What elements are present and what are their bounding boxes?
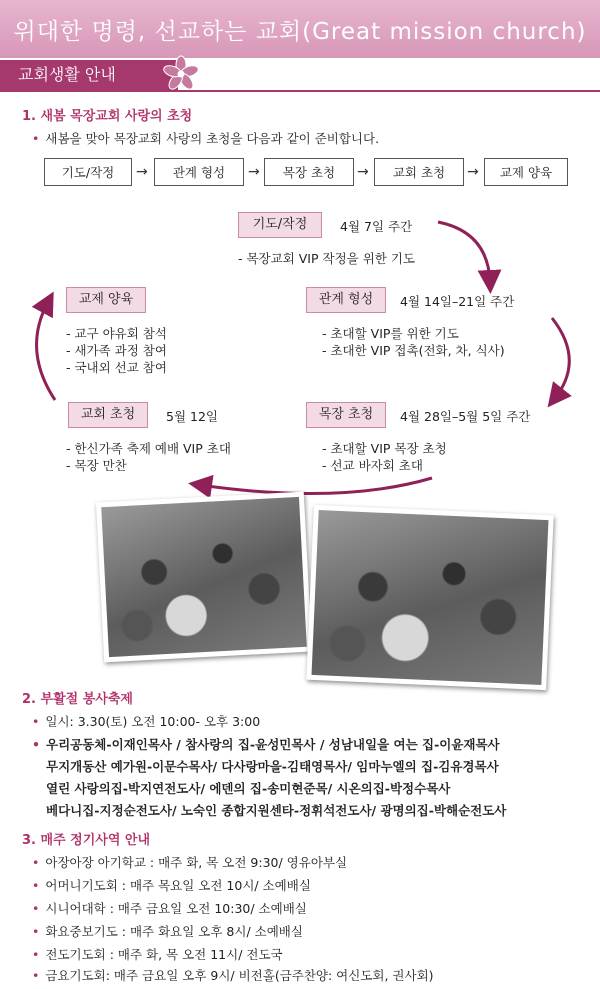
flow-step-1: 기도/작정 — [44, 158, 132, 186]
bullet-dot: • — [32, 968, 40, 983]
section2-line-1-text: 우리공동체-이재인목사 / 참사랑의 집-윤성민목사 / 성남내일을 여는 집-이윤재목사 — [46, 737, 500, 752]
section2-line-3: 열린 사랑의집-박지연전도사/ 에덴의 집-송미현준목/ 시온의집-박정수목사 — [46, 781, 451, 796]
stage-prayer-date: 4월 7일 주간 — [340, 219, 413, 234]
bullet-dot: • — [32, 714, 40, 729]
header-title: 위대한 명령, 선교하는 교회(Great mission church) — [13, 19, 587, 45]
stage-relationship-detail-1: - 초대할 VIP를 위한 기도 — [322, 326, 459, 341]
stage-fellowship-detail-2: - 새가족 과정 참여 — [66, 343, 167, 358]
flow-arrow-1: → — [136, 164, 148, 180]
section2-line-2: 무지개동산 예가원-이문수목사/ 다사랑마을-김태영목사/ 임마누엘의 집-김유경목사 — [46, 759, 499, 774]
section3-item-2-text: 어머니기도회 : 매주 목요일 오전 10시/ 소예배실 — [45, 878, 311, 893]
flow-step-4: 교회 초청 — [374, 158, 464, 186]
stage-relationship-detail-2: - 초대한 VIP 접촉(전화, 차, 식사) — [322, 343, 505, 358]
stage-church-invite-detail-1: - 한신가족 축제 예배 VIP 초대 — [66, 441, 231, 456]
section3-item-5-text: 전도기도회 : 매주 화, 목 오전 11시/ 전도국 — [45, 947, 283, 962]
section1-title: 1. 새봄 목장교회 사랑의 초청 — [22, 109, 193, 124]
cycle-arrow-right — [552, 318, 569, 398]
event-photo-right-image — [312, 510, 549, 685]
bullet-dot: • — [32, 924, 40, 939]
section3-item-3-text: 시니어대학 : 매주 금요일 오전 10:30/ 소예배실 — [45, 901, 307, 916]
bullet-dot: • — [32, 947, 40, 962]
stage-church-invite: 교회 초청 — [68, 402, 148, 428]
section3-item-6-text: 금요기도회: 매주 금요일 오후 9시/ 비전홀(금주찬양: 여신도회, 권사회) — [45, 968, 434, 983]
cycle-arrow-top — [438, 222, 490, 282]
section3-item-6 — [32, 966, 434, 984]
section3-item-2 — [32, 876, 311, 894]
event-photo-left — [96, 492, 312, 663]
stage-fellowship-detail-3: - 국내외 선교 참여 — [66, 360, 167, 375]
section-badge: 교회생활 안내 — [0, 60, 178, 90]
bullet-dot: • — [32, 878, 40, 893]
event-photo-left-image — [101, 497, 307, 657]
stage-church-invite-date: 5월 12일 — [166, 409, 218, 424]
stage-cell-invite-date: 4월 28일–5월 5일 주간 — [400, 409, 531, 424]
stage-cell-invite-detail-2: - 선교 바자회 초대 — [322, 458, 423, 473]
section3-title: 3. 매주 정기사역 안내 — [22, 833, 151, 848]
cycle-arrow-left — [37, 302, 55, 400]
section3-item-4 — [32, 922, 303, 940]
flow-arrow-3: → — [357, 164, 369, 180]
section2-time-text: 일시: 3.30(토) 오전 10:00- 오후 3:00 — [45, 714, 261, 729]
stage-prayer-detail: - 목장교회 VIP 작정을 위한 기도 — [238, 251, 415, 266]
section2-line-4: 베다니집-지정순전도사/ 노숙인 종합지원센타-정휘석전도사/ 광명의집-박해순전도사 — [46, 803, 507, 818]
stage-relationship: 관계 형성 — [306, 287, 386, 313]
bullet-dot: • — [32, 855, 40, 870]
section2-line-1 — [32, 735, 500, 753]
section3-item-3 — [32, 899, 307, 917]
flow-arrow-4: → — [467, 164, 479, 180]
section2-title: 2. 부활절 봉사축제 — [22, 692, 133, 707]
stage-prayer: 기도/작정 — [238, 212, 322, 238]
stage-cell-invite: 목장 초청 — [306, 402, 386, 428]
intro-text: 새봄을 맞아 목장교회 사랑의 초청을 다음과 같이 준비합니다. — [45, 131, 380, 146]
stage-church-invite-detail-2: - 목장 만찬 — [66, 458, 127, 473]
section3-item-4-text: 화요중보기도 : 매주 화요일 오후 8시/ 소예배실 — [45, 924, 303, 939]
flow-step-5: 교제 양육 — [484, 158, 568, 186]
stage-fellowship: 교제 양육 — [66, 287, 146, 313]
section3-item-5 — [32, 945, 283, 963]
flow-arrow-2: → — [248, 164, 260, 180]
section3-item-1-text: 아장아장 아기학교 : 매주 화, 목 오전 9:30/ 영유아부실 — [45, 855, 348, 870]
bullet-dot: • — [32, 737, 40, 752]
flow-step-3: 목장 초청 — [264, 158, 354, 186]
event-photo-right — [306, 505, 553, 690]
section2-time — [32, 712, 260, 730]
cycle-arrow-bottom — [200, 478, 432, 494]
bullet-dot: • — [32, 131, 40, 146]
stage-relationship-date: 4월 14일–21일 주간 — [400, 294, 515, 309]
section3-item-1 — [32, 853, 347, 871]
flow-step-2: 관계 형성 — [154, 158, 244, 186]
stage-fellowship-detail-1: - 교구 야유회 참석 — [66, 326, 167, 341]
stage-cell-invite-detail-1: - 초대할 VIP 목장 초청 — [322, 441, 447, 456]
bullet-dot: • — [32, 901, 40, 916]
